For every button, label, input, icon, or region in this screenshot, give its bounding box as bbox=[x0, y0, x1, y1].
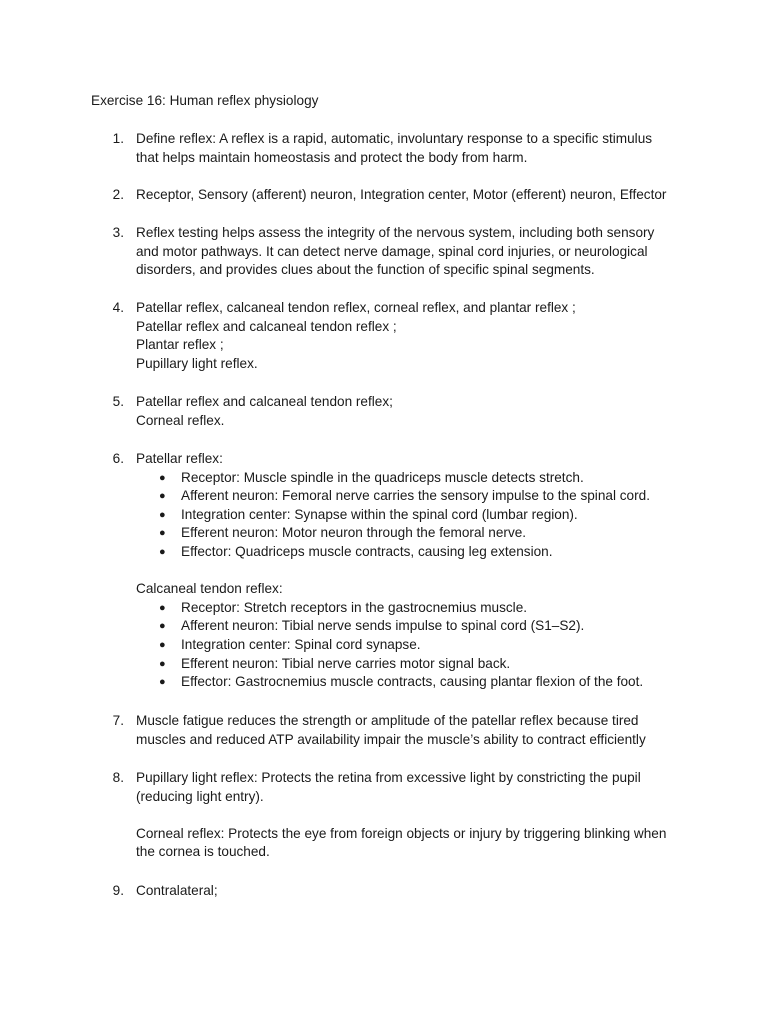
bullet-text: Efferent neuron: Tibial nerve carries motor signal back. bbox=[181, 655, 511, 671]
bullet-item bbox=[136, 655, 681, 674]
item-number: 3. bbox=[112, 225, 124, 240]
item-number: 4. bbox=[112, 300, 124, 315]
bullet-item bbox=[136, 636, 681, 655]
item-body bbox=[136, 882, 681, 901]
document-title: Exercise 16: Human reflex physiology bbox=[91, 93, 319, 108]
bullet-item bbox=[136, 524, 681, 543]
bullet-item bbox=[136, 673, 681, 692]
bullet-text: Efferent neuron: Motor neuron through the femoral nerve. bbox=[181, 525, 527, 541]
bullet-text: Effector: Gastrocnemius muscle contracts, causing plantar flexion of the foot. bbox=[181, 674, 644, 690]
item-text-line: Muscle fatigue reduces the strength or amplitude of the patellar reflex because tired bbox=[136, 713, 639, 728]
item-text-line: that helps maintain homeostasis and protect the body from harm. bbox=[136, 149, 528, 165]
item-body bbox=[136, 769, 681, 862]
bullet-icon: ● bbox=[159, 490, 166, 503]
bullet-text: Integration center: Spinal cord synapse. bbox=[181, 636, 421, 652]
patellar-heading: Patellar reflex: bbox=[136, 451, 223, 466]
item-number: 7. bbox=[112, 713, 124, 728]
bullet-item bbox=[136, 543, 681, 562]
bullet-item bbox=[136, 469, 681, 488]
bullet-item bbox=[136, 506, 681, 525]
item-number: 8. bbox=[112, 770, 124, 785]
item-text-line: disorders, and provides clues about the function of specific spinal segments. bbox=[136, 262, 595, 278]
item-body bbox=[136, 186, 681, 205]
item-body bbox=[136, 450, 681, 692]
item-text-line: Contralateral; bbox=[136, 883, 218, 898]
bullet-icon: ● bbox=[159, 601, 166, 614]
item-number: 5. bbox=[112, 394, 124, 409]
item-number: 1. bbox=[112, 131, 124, 146]
bullet-icon: ● bbox=[159, 676, 166, 689]
bullet-text: Effector: Quadriceps muscle contracts, causing leg extension. bbox=[181, 543, 553, 559]
item-text-line: Pupillary light reflex. bbox=[136, 355, 258, 371]
bullet-text: Integration center: Synapse within the spinal cord (lumbar region). bbox=[181, 506, 578, 522]
item-body bbox=[136, 224, 681, 280]
item-body bbox=[136, 712, 681, 749]
calcaneal-bullet-list bbox=[136, 599, 681, 692]
bullet-item bbox=[136, 617, 681, 636]
bullet-icon: ● bbox=[159, 638, 166, 651]
item-number: 6. bbox=[112, 451, 124, 466]
bullet-item bbox=[136, 487, 681, 506]
calcaneal-heading: Calcaneal tendon reflex: bbox=[136, 581, 283, 597]
bullet-item bbox=[136, 599, 681, 618]
item-body bbox=[136, 299, 681, 373]
item-text-line: and motor pathways. It can detect nerve damage, spinal cord injuries, or neurological bbox=[136, 243, 648, 259]
item-number: 9. bbox=[112, 883, 124, 898]
item-text-line: Patellar reflex and calcaneal tendon reflex ; bbox=[136, 318, 397, 334]
item-number: 2. bbox=[112, 187, 124, 202]
item-text-line: Patellar reflex, calcaneal tendon reflex, corneal reflex, and plantar reflex ; bbox=[136, 300, 576, 315]
bullet-text: Receptor: Stretch receptors in the gastrocnemius muscle. bbox=[181, 599, 528, 615]
patellar-bullet-list bbox=[136, 469, 681, 562]
item-text-line: the cornea is touched. bbox=[136, 844, 270, 860]
item-body bbox=[136, 130, 681, 167]
item-text-line: Receptor, Sensory (afferent) neuron, Integration center, Motor (efferent) neuron, Effector bbox=[136, 187, 667, 202]
item-text-line: Patellar reflex and calcaneal tendon reflex; bbox=[136, 394, 393, 409]
bullet-icon: ● bbox=[159, 657, 166, 670]
item-text-line: Plantar reflex ; bbox=[136, 337, 224, 353]
item-text-line: Corneal reflex: Protects the eye from foreign objects or injury by triggering blinking when bbox=[136, 825, 667, 841]
item-text-line: (reducing light entry). bbox=[136, 788, 264, 804]
bullet-icon: ● bbox=[159, 527, 166, 540]
bullet-icon: ● bbox=[159, 508, 166, 521]
item-text-line: Reflex testing helps assess the integrity of the nervous system, including both sensory bbox=[136, 225, 655, 240]
bullet-icon: ● bbox=[159, 545, 166, 558]
bullet-text: Afferent neuron: Tibial nerve sends impulse to spinal cord (S1–S2). bbox=[181, 618, 585, 634]
item-body bbox=[136, 393, 681, 430]
bullet-icon: ● bbox=[159, 620, 166, 633]
item-text-line: Define reflex: A reflex is a rapid, automatic, involuntary response to a specific stimulus bbox=[136, 131, 653, 146]
item-text-line: Corneal reflex. bbox=[136, 412, 225, 428]
bullet-icon: ● bbox=[159, 471, 166, 484]
item-text-line: muscles and reduced ATP availability impair the muscle’s ability to contract efficiently bbox=[136, 731, 646, 747]
bullet-text: Afferent neuron: Femoral nerve carries the sensory impulse to the spinal cord. bbox=[181, 488, 650, 504]
bullet-text: Receptor: Muscle spindle in the quadriceps muscle detects stretch. bbox=[181, 469, 584, 485]
item-text-line: Pupillary light reflex: Protects the retina from excessive light by constricting the pupil bbox=[136, 770, 641, 785]
